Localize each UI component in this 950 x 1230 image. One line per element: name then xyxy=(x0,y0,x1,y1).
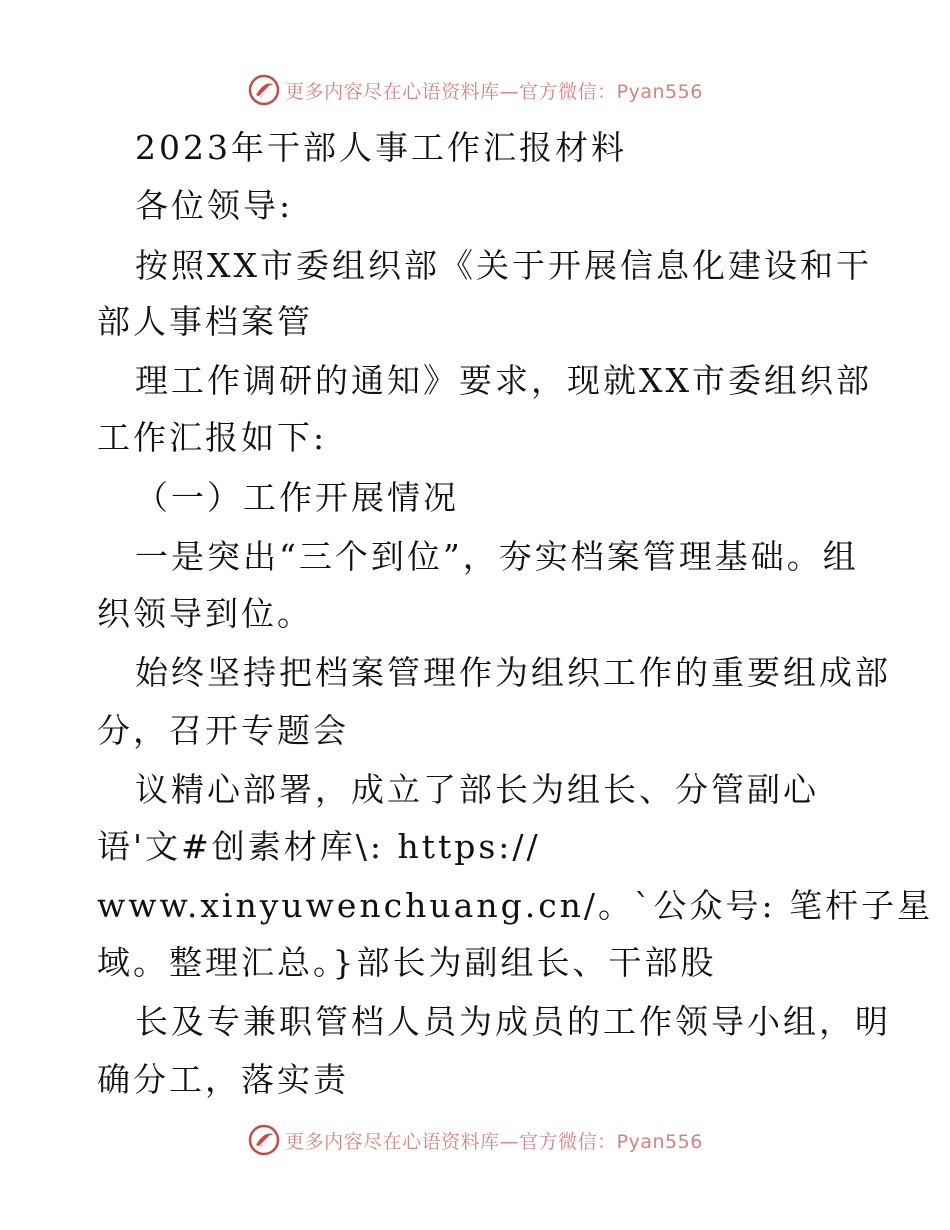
footer-watermark xyxy=(0,1122,950,1158)
paragraph-line: 织领导到位。 xyxy=(97,594,313,633)
logo-icon xyxy=(247,1123,281,1157)
paragraph-line: 理工作调研的通知》要求，现就XX市委组织部 xyxy=(135,361,872,400)
salutation: 各位领导: xyxy=(135,186,294,225)
logo-icon xyxy=(247,73,281,107)
paragraph-line: 一是突出“三个到位”，夯实档案管理基础。组 xyxy=(135,537,859,576)
paragraph-line: 语'文#创素材库\: https:// xyxy=(97,827,541,866)
paragraph-line: 长及专兼职管档人员为成员的工作领导小组，明 xyxy=(135,1002,891,1041)
document-title: 2023年干部人事工作汇报材料 xyxy=(135,128,627,167)
paragraph-line: www.xinyuwenchuang.cn/。`公众号: 笔杆子星 xyxy=(97,886,934,925)
paragraph-line: 按照XX市委组织部《关于开展信息化建设和干 xyxy=(135,246,872,285)
paragraph-line: 部人事档案管 xyxy=(97,302,313,341)
paragraph-line: 工作汇报如下: xyxy=(97,418,328,457)
paragraph-line: 始终坚持把档案管理作为组织工作的重要组成部 xyxy=(135,653,891,692)
paragraph-line: 确分工，落实责 xyxy=(97,1060,349,1099)
paragraph-line: 议精心部署，成立了部长为组长、分管副心 xyxy=(135,770,819,809)
watermark-text: 更多内容尽在心语资料库—官方微信：Pyan556 xyxy=(285,1130,703,1153)
paragraph-line: 分，召开专题会 xyxy=(97,711,349,750)
section-heading: （一）工作开展情况 xyxy=(135,478,459,517)
header-watermark xyxy=(0,72,950,108)
paragraph-line: 域。整理汇总。}部长为副组长、干部股 xyxy=(97,943,717,982)
watermark-text: 更多内容尽在心语资料库—官方微信：Pyan556 xyxy=(285,80,703,103)
